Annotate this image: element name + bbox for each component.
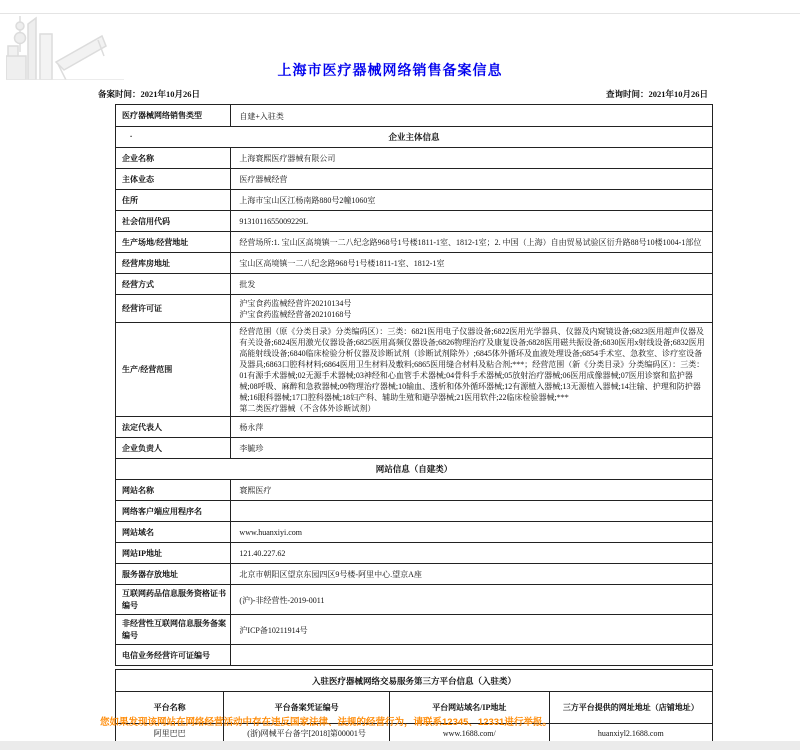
table-row [116, 105, 712, 126]
table-row [116, 479, 712, 500]
value-line: 寰熙医疗 [239, 486, 272, 495]
table-row [116, 231, 712, 252]
value-line: 经营范围（原《分类目录》分类编码区）：三类：6821医用电子仪器设备;6822医用光学器具、仪器及内窥镜设备;6823医用超声仪器及有关设备;6824医用激光仪器设备;6825医用高频仪器设备;6826物理治疗及康复设备;6828医用磁共振设备;6830医用x射线设备;6832医用高能射线设备;6840临床检验分析仪器及诊断试剂（诊断试剂除外）;6845体外循环及血液处理设备;6854手术室、急救室、诊疗室设备及器具;6863口腔科材料;6864医用卫生材料及敷料;6865医用缝合材料及粘合剂;***；经营范围（新《分类目录》分类编码区）：三类：01有源手术器械;02无源手术器械;03神经和心血管手术器械;04骨科手术器械;05放射治疗器械;06医用成像器械;07医用诊察和监护器械;08呼吸、麻醉和急救器械;09物理治疗器械;10输血、透析和体外循环器械;12有源植入器械;13无源植入器械;14注输、护理和防护器械;16眼科器械;17口腔科器械;18妇产科、辅助生殖和避孕器械;21医用软件;22临床检验器械;*** [239, 327, 705, 402]
field-value [230, 645, 712, 665]
field-value [230, 615, 712, 644]
field-label: 企业名称 [122, 153, 154, 163]
report-notice: 您如果发现该网站在网络经营活动中存在违反国家法律、法规的经营行为，请联系12345、12331进行举报。 [100, 717, 552, 728]
table-row [116, 252, 712, 273]
table-row [116, 521, 712, 542]
platform-column-header: 三方平台提供的网址地址（店铺地址） [549, 692, 712, 723]
tables-area [115, 104, 713, 743]
field-label: 经营库房地址 [122, 258, 170, 268]
value-line: 121.40.227.62 [239, 549, 286, 558]
field-value [230, 169, 712, 189]
section-header-row [116, 126, 712, 147]
table-row [116, 147, 712, 168]
field-label: 网站名称 [122, 485, 154, 495]
platform-section-header-row [116, 670, 712, 691]
field-label: 非经营性互联网信息服务备案编号 [122, 619, 226, 640]
field-label: 生产/经营范围 [122, 365, 173, 374]
value-line: 经营场所:1. 宝山区高境镇一二八纪念路968号1号楼1811-1室、1812-1室；2. 中国（上海）自由贸易试验区衍升路88号10楼1004-1部位 [239, 238, 702, 247]
table-row [116, 273, 712, 294]
field-value [230, 323, 712, 416]
table-row [116, 294, 712, 322]
field-label: 社会信用代码 [122, 216, 170, 226]
value-line: 第二类医疗器械（不含体外诊断试剂） [239, 404, 376, 413]
value-line: 宝山区高境镇一二八纪念路968号1号楼1811-1室、1812-1室 [239, 259, 445, 268]
value-line: 批发 [239, 280, 256, 289]
table-row [116, 437, 712, 458]
value-line: 北京市朝阳区望京东园四区9号楼-阿里中心.望京A座 [239, 570, 422, 579]
value-line: 上海市宝山区江杨南路880号2幢1060室 [239, 196, 376, 205]
value-line: 沪宝食药监械经营许20210134号 [239, 299, 352, 308]
bottom-strip [0, 741, 800, 750]
page-title: 上海市医疗器械网络销售备案信息 [277, 62, 503, 78]
field-value [230, 564, 712, 584]
field-label: 服务器存放地址 [122, 569, 178, 579]
field-label: 网络客户端应用程序名 [122, 506, 202, 516]
section-title: 网站信息（自建类） [375, 464, 453, 474]
section-header-row [116, 458, 712, 479]
query-time: 查询时间：2021年10月26日 [605, 89, 708, 99]
field-value [230, 417, 712, 437]
field-value [230, 522, 712, 542]
field-label: 电信业务经营许可证编号 [122, 650, 210, 660]
field-value [230, 105, 712, 126]
value-line: 沪宝食药监械经营备20210168号 [239, 310, 352, 319]
field-label: 主体业态 [122, 174, 154, 184]
value-line: 9131011655009229L [239, 217, 309, 226]
field-value [230, 253, 712, 273]
field-label: 互联网药品信息服务资格证书编号 [122, 589, 226, 610]
value-line: 沪ICP备10211914号 [239, 625, 308, 635]
field-label: 经营方式 [122, 279, 154, 289]
field-label: 医疗器械网络销售类型 [122, 111, 202, 120]
field-value [230, 543, 712, 563]
field-label: 企业负责人 [122, 443, 162, 453]
table-row [116, 584, 712, 614]
field-value [230, 295, 712, 322]
value-line: 杨永萍 [239, 423, 264, 432]
table-row [116, 644, 712, 665]
field-value [230, 480, 712, 500]
field-label: 法定代表人 [122, 422, 162, 432]
registration-info-table [115, 104, 713, 666]
platform-column-header: 平台网站域名/IP地址 [389, 692, 549, 723]
value-line: 医疗器械经营 [239, 175, 288, 184]
value-line: 李毓珍 [239, 444, 264, 453]
field-value [230, 211, 712, 231]
table-row [116, 210, 712, 231]
field-value [230, 438, 712, 458]
value-line: www.huanxiyi.com [239, 528, 303, 537]
table-row [116, 542, 712, 563]
table-row [116, 189, 712, 210]
field-label: 网站域名 [122, 527, 154, 537]
field-label: 生产场地/经营地址 [122, 237, 189, 247]
field-label: 网站IP地址 [122, 548, 162, 558]
platform-cell: 阿里巴巴 [153, 728, 186, 738]
platform-cell: huanxiyl2.1688.com [549, 724, 712, 742]
section-title: 企业主体信息 [388, 132, 440, 142]
record-time: 备案时间：2021年10月26日 [98, 89, 201, 99]
field-value [230, 148, 712, 168]
value-line: (沪)-非经营性-2019-0011 [239, 595, 325, 605]
platform-section-title: 入驻医疗器械网络交易服务第三方平台信息（入驻类） [311, 675, 516, 686]
value-line: 上海寰熙医疗器械有限公司 [239, 154, 336, 163]
platform-column-header: 平台备案凭证编号 [223, 692, 389, 723]
table-row [116, 322, 712, 416]
field-value [230, 274, 712, 294]
timestamps [98, 88, 708, 100]
section-dot: . [130, 129, 133, 139]
table-row [116, 416, 712, 437]
table-row [116, 168, 712, 189]
field-value [230, 585, 712, 614]
table-row [116, 614, 712, 644]
table-row [116, 500, 712, 521]
field-value [230, 190, 712, 210]
third-party-platform-table [115, 669, 713, 743]
table-row [116, 563, 712, 584]
platform-cell: (浙)网械平台备字[2018]第00001号 [223, 724, 389, 742]
platform-column-header: 平台名称 [153, 703, 186, 712]
platform-cell: www.1688.com/ [389, 724, 549, 742]
field-label: 住所 [122, 195, 138, 205]
value-line: 自建+入驻类 [239, 111, 284, 121]
field-label: 经营许可证 [122, 304, 162, 313]
field-value [230, 501, 712, 521]
field-value [230, 232, 712, 252]
